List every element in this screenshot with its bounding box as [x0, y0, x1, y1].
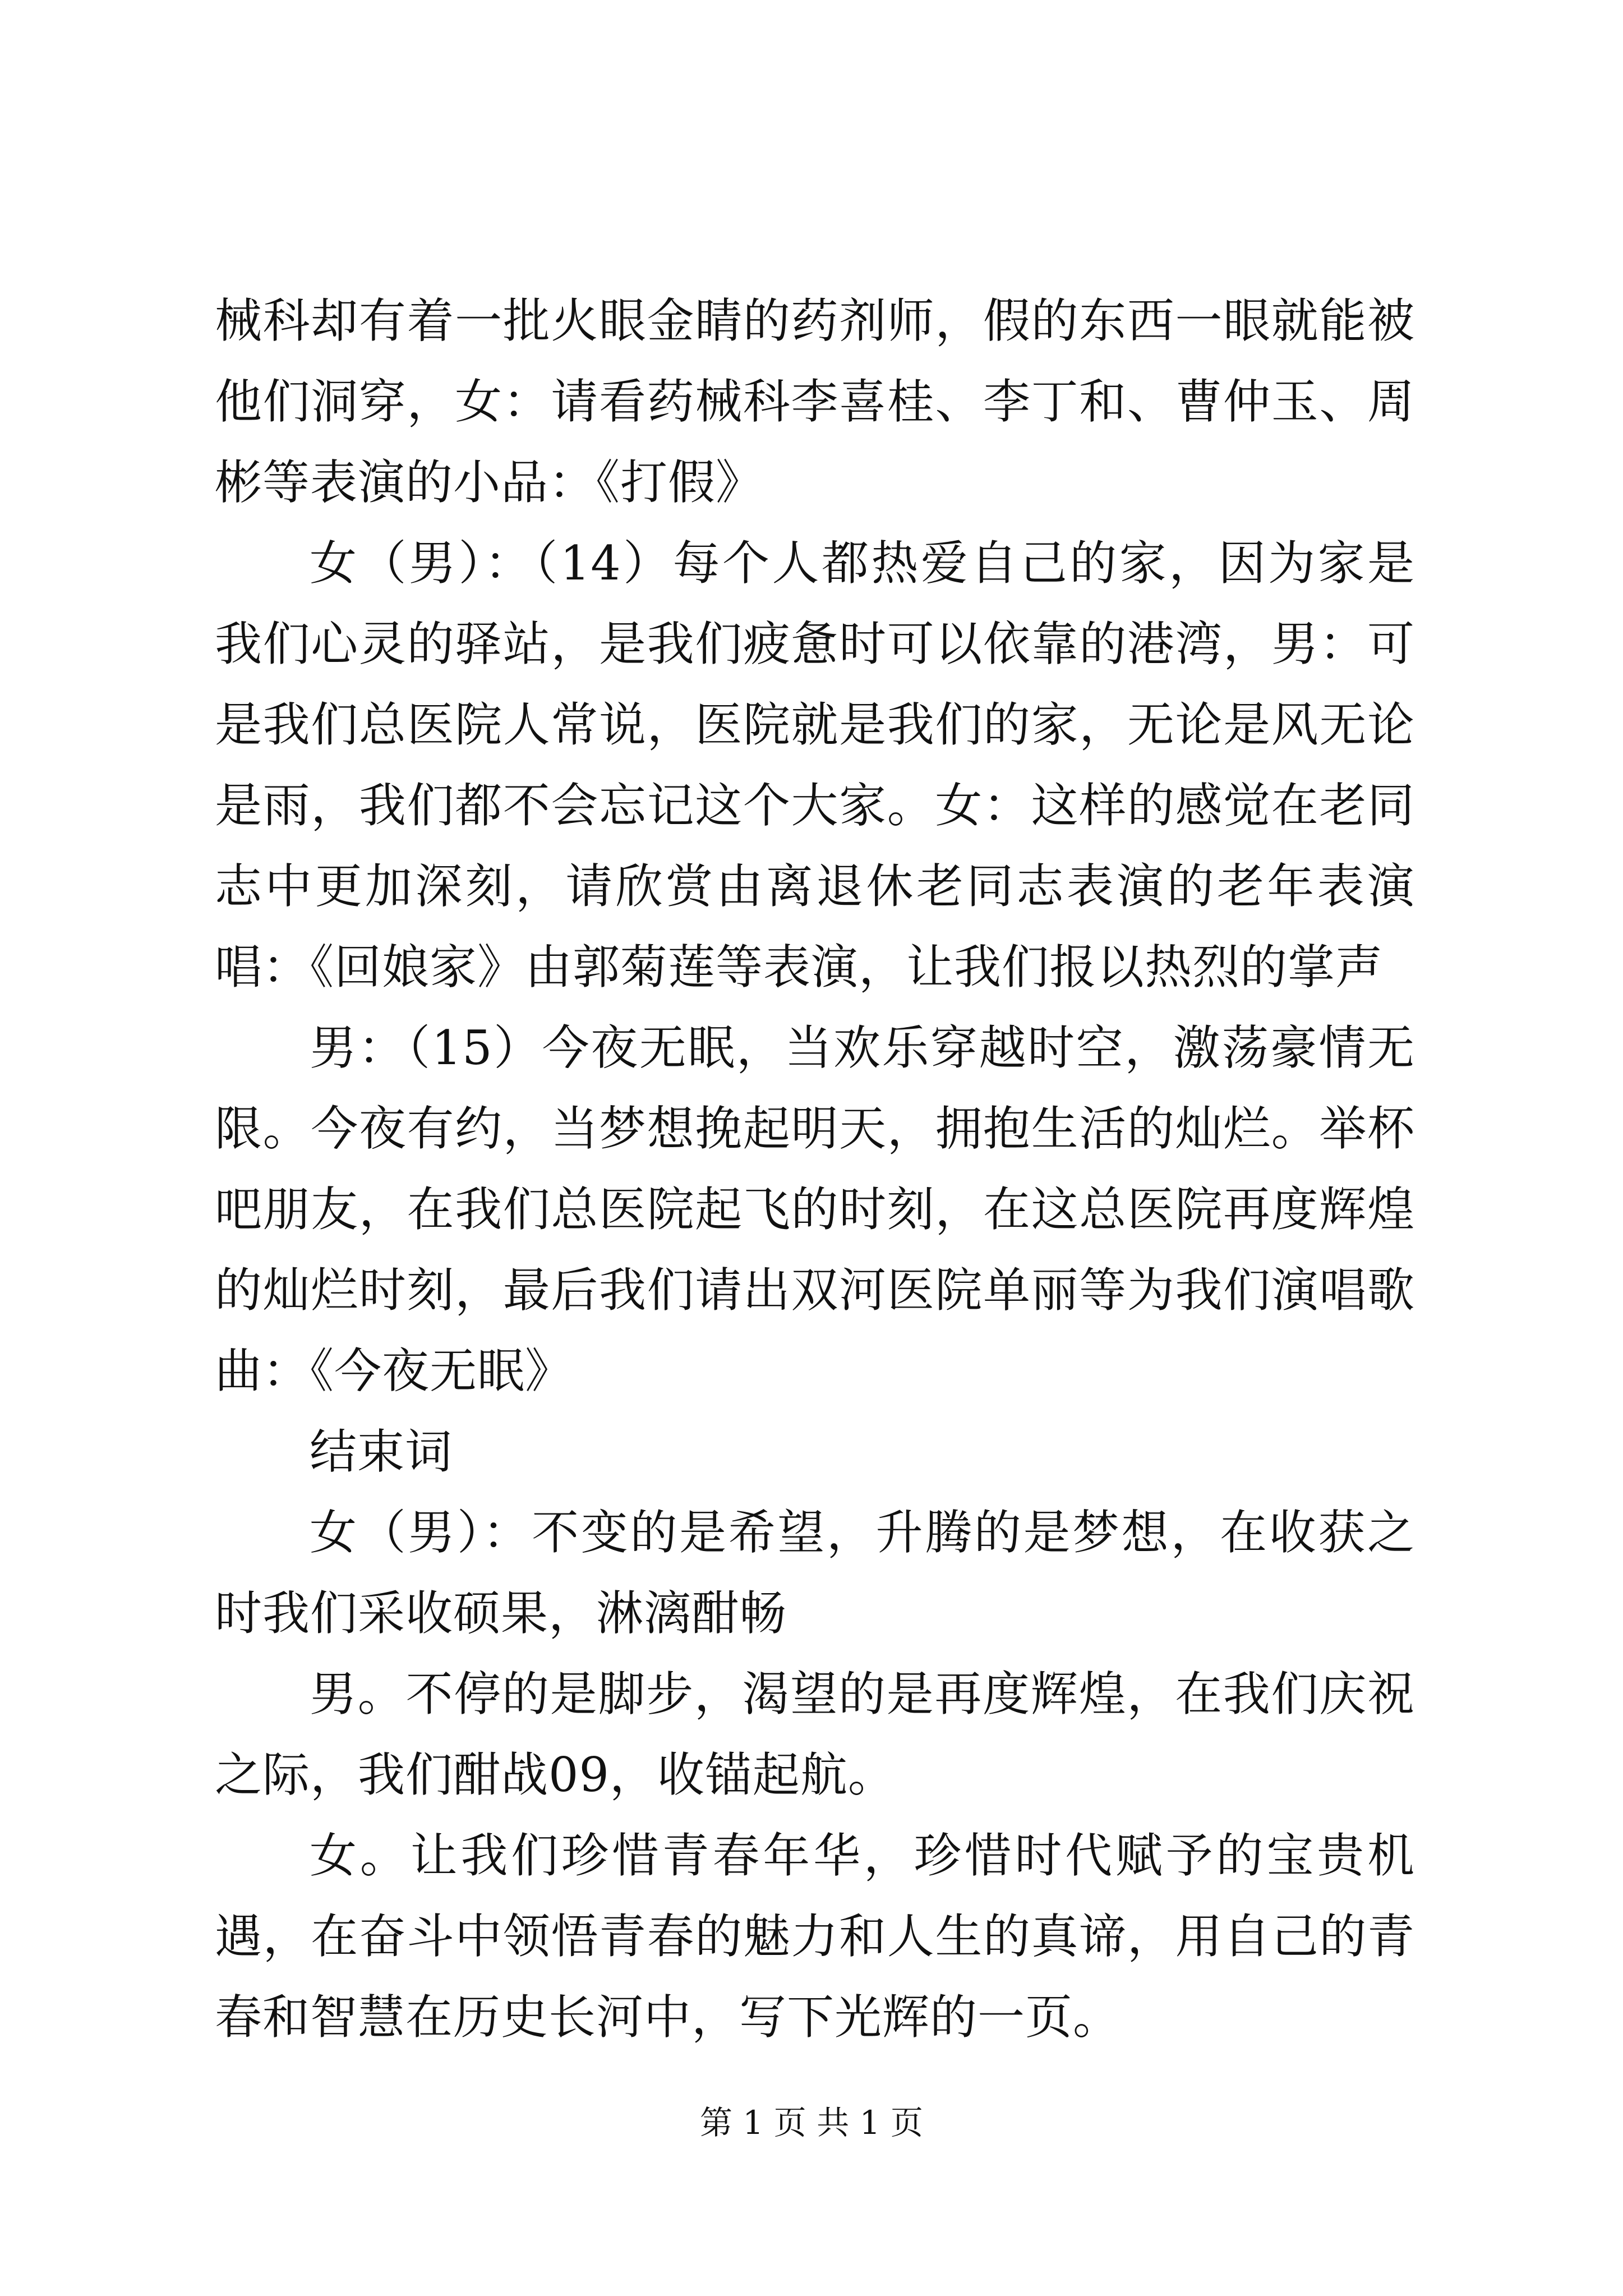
page-footer	[0, 2100, 1623, 2145]
paragraph-1: 械科却有着一批火眼金睛的药剂师，假的东西一眼就能被他们洞穿，女：请看药械科李喜桂、李丁和、曹仲玉、周彬等表演的小品：《打假》	[215, 293, 1415, 510]
section-heading-closing: 结束词	[310, 1424, 453, 1479]
document-body	[215, 280, 1415, 2058]
page-number-label: 第 1 页 共 1 页	[700, 2104, 923, 2142]
paragraph-2: 女（男）：（14）每个人都热爱自己的家，因为家是我们心灵的驿站，是我们疲惫时可以依靠的港湾，男：可是我们总医院人常说，医院就是我们的家，无论是风无论是雨，我们都不会忘记这个大家。女：这样的感觉在老同志中更加深刻，请欣赏由离退休老同志表演的老年表演唱：《回娘家》由郭菊莲等表演，让我们报以热烈的掌声	[215, 536, 1415, 995]
paragraph-7: 女。让我们珍惜青春年华，珍惜时代赋予的宝贵机遇，在奋斗中领悟青春的魅力和人生的真谛，用自己的青春和智慧在历史长河中，写下光辉的一页。	[215, 1828, 1415, 2045]
paragraph-3: 男：（15）今夜无眠，当欢乐穿越时空，激荡豪情无限。今夜有约，当梦想挽起明天，拥抱生活的灿烂。举杯吧朋友，在我们总医院起飞的时刻，在这总医院再度辉煌的灿烂时刻，最后我们请出双河医院单丽等为我们演唱歌曲：《今夜无眠》	[215, 1020, 1415, 1398]
paragraph-5: 女（男）：不变的是希望，升腾的是梦想，在收获之时我们采收硕果，淋漓酣畅	[215, 1505, 1415, 1641]
paragraph-6: 男。不停的是脚步，渴望的是再度辉煌，在我们庆祝之际，我们酣战09，收锚起航。	[215, 1667, 1415, 1802]
